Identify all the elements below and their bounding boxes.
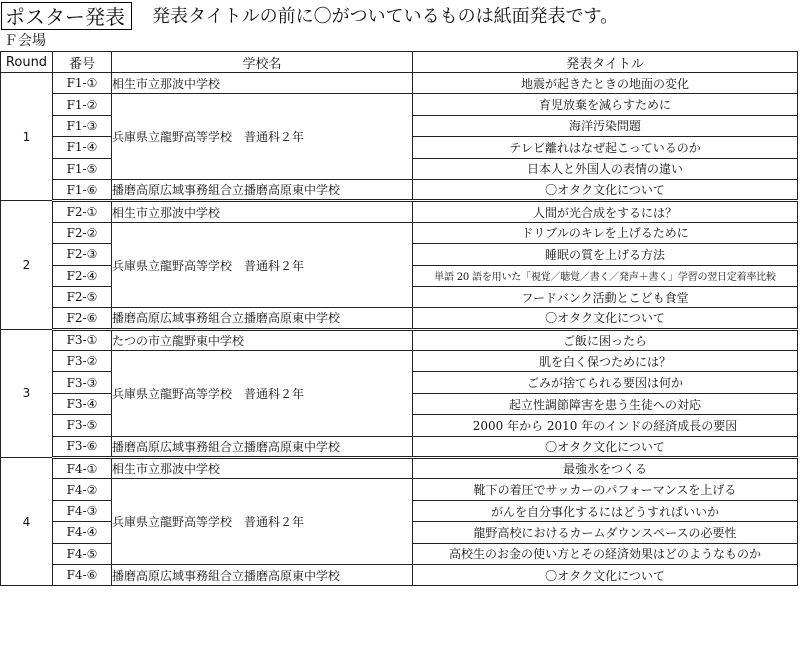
presentation-number: F4-④ (53, 522, 112, 543)
presentation-title: 日本人と外国人の表情の違い (413, 158, 798, 179)
presentation-title: 〇オタク文化について (413, 308, 798, 329)
table-row (1, 564, 798, 585)
header-note: 発表タイトルの前に〇がついているものは紙面発表です。 (152, 6, 619, 27)
presentation-title: ご飯に困ったら (413, 329, 798, 350)
table-row (1, 436, 798, 457)
presentation-title: ごみが捨てられる要因は何か (413, 372, 798, 393)
presentation-title: テレビ離れはなぜ起こっているのか (413, 137, 798, 158)
presentation-number: F4-⑤ (53, 543, 112, 564)
school-name: 播磨高原広域事務組合立播磨高原東中学校 (112, 179, 413, 200)
presentation-title: 起立性調節障害を患う生徒への対応 (413, 393, 798, 414)
presentation-title: 睡眠の質を上げる方法 (413, 244, 798, 265)
table-row (1, 179, 798, 200)
presentation-title: 単語 20 語を用いた「視覚／聴覚／書く／発声＋書く」学習の翌日定着率比較 (413, 265, 798, 286)
table-row (1, 479, 798, 500)
presentation-title: 最強氷をつくる (413, 458, 798, 479)
school-name: 相生市立那波中学校 (112, 458, 413, 479)
presentation-number: F3-③ (53, 372, 112, 393)
presentation-title: 高校生のお金の使い方とその経済効果はどのようなものか (413, 543, 798, 564)
presentation-number: F2-⑤ (53, 286, 112, 307)
presentation-number: F1-⑥ (53, 179, 112, 200)
presentation-title: ドリブルのキレを上げるために (413, 222, 798, 243)
presentation-number: F3-⑥ (53, 436, 112, 457)
presentation-number: F2-③ (53, 244, 112, 265)
presentation-number: F1-② (53, 94, 112, 115)
school-name: 兵庫県立龍野高等学校 普通科２年 (112, 222, 413, 308)
table-row (1, 222, 798, 243)
table-row (1, 73, 798, 94)
school-name: 播磨高原広域事務組合立播磨高原東中学校 (112, 436, 413, 457)
presentation-title: 〇オタク文化について (413, 564, 798, 585)
school-name: 兵庫県立龍野高等学校 普通科２年 (112, 479, 413, 565)
school-name: 兵庫県立龍野高等学校 普通科２年 (112, 94, 413, 180)
presentation-number: F1-① (53, 73, 112, 94)
presentation-number: F4-③ (53, 500, 112, 521)
presentation-title: 〇オタク文化について (413, 436, 798, 457)
presentation-number: F2-④ (53, 265, 112, 286)
schedule-table (0, 51, 798, 586)
school-name: 播磨高原広域事務組合立播磨高原東中学校 (112, 308, 413, 329)
presentation-number: F1-⑤ (53, 158, 112, 179)
table-row (1, 351, 798, 372)
presentation-title: 人間が光合成をするには？ (413, 201, 798, 222)
presentation-title: 地震が起きたときの地面の変化 (413, 73, 798, 94)
poster-label: ポスター発表 (1, 2, 132, 30)
presentation-number: F3-② (53, 351, 112, 372)
presentation-number: F1-④ (53, 137, 112, 158)
presentation-title: 龍野高校におけるカームダウンスペースの必要性 (413, 522, 798, 543)
round-number: 4 (1, 458, 53, 586)
col-header-title: 発表タイトル (413, 52, 798, 73)
presentation-number: F2-② (53, 222, 112, 243)
presentation-title: フードバンク活動とこども食堂 (413, 286, 798, 307)
presentation-number: F3-① (53, 329, 112, 350)
school-name: 相生市立那波中学校 (112, 201, 413, 222)
presentation-number: F2-⑥ (53, 308, 112, 329)
presentation-number: F2-① (53, 201, 112, 222)
col-header-school: 学校名 (112, 52, 413, 73)
school-name: たつの市立龍野東中学校 (112, 329, 413, 350)
round-number: 3 (1, 329, 53, 457)
presentation-number: F3-⑤ (53, 415, 112, 436)
presentation-title: 肌を白く保つためには？ (413, 351, 798, 372)
presentation-title: 〇オタク文化について (413, 179, 798, 200)
table-row (1, 458, 798, 479)
presentation-number: F4-⑥ (53, 564, 112, 585)
presentation-title: 靴下の着圧でサッカーのパフォーマンスを上げる (413, 479, 798, 500)
table-row (1, 329, 798, 350)
round-number: 2 (1, 201, 53, 329)
school-name: 播磨高原広域事務組合立播磨高原東中学校 (112, 564, 413, 585)
col-header-round: Round (1, 52, 53, 73)
presentation-title: 2000 年から 2010 年のインドの経済成長の要因 (413, 415, 798, 436)
presentation-title: 育児放棄を減らすために (413, 94, 798, 115)
presentation-title: がんを自分事化するにはどうすればいいか (413, 500, 798, 521)
round-number: 1 (1, 73, 53, 201)
table-row (1, 308, 798, 329)
school-name: 兵庫県立龍野高等学校 普通科２年 (112, 351, 413, 437)
presentation-number: F3-④ (53, 393, 112, 414)
col-header-number: 番号 (53, 52, 112, 73)
presentation-number: F4-① (53, 458, 112, 479)
header-row (1, 52, 798, 73)
table-row (1, 201, 798, 222)
school-name: 相生市立那波中学校 (112, 73, 413, 94)
presentation-number: F4-② (53, 479, 112, 500)
presentation-number: F1-③ (53, 115, 112, 136)
table-row (1, 94, 798, 115)
page-header (0, 0, 800, 32)
presentation-title: 海洋汚染問題 (413, 115, 798, 136)
venue-label: Ｆ会場 (4, 33, 46, 49)
